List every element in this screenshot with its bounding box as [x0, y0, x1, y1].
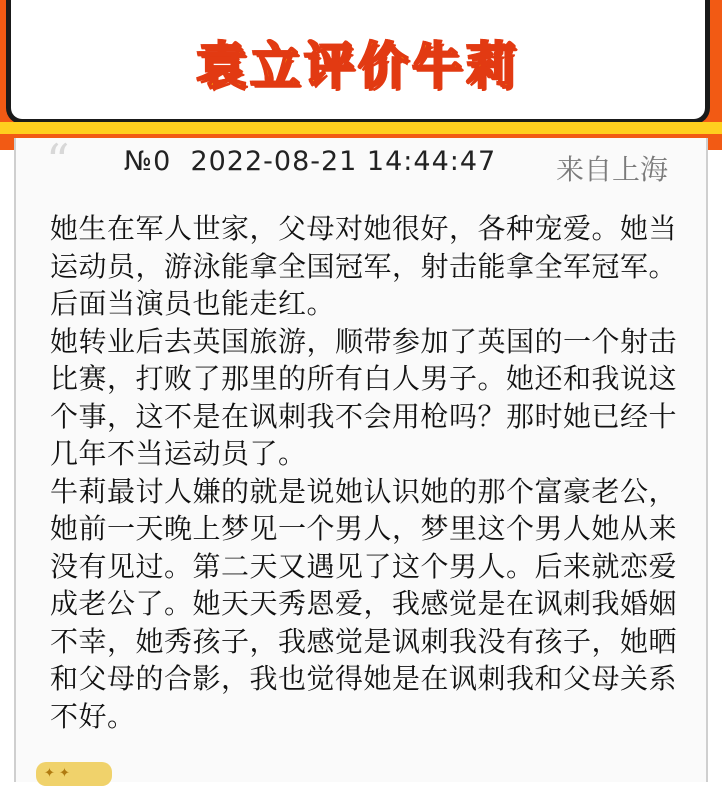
paragraph: 她生在军人世家，父母对她很好，各种宠爱。她当运动员，游泳能拿全国冠军，射击能拿全军冠军。后面当演员也能走红。 — [50, 212, 678, 320]
banner-title: 袁立评价牛莉 — [196, 37, 520, 95]
post-body — [50, 210, 690, 735]
quote-mark-icon: “ — [46, 134, 70, 188]
post-meta — [124, 146, 496, 177]
title-banner — [6, 0, 710, 124]
post-number: №0 — [124, 146, 172, 177]
post-location: 来自上海 — [556, 153, 669, 186]
paragraph: 她转业后去英国旅游，顺带参加了英国的一个射击比赛，打败了那里的所有白人男子。她还和我说这个事，这不是在讽刺我不会用枪吗？那时她已经十几年不当运动员了。 — [50, 324, 678, 470]
post-datetime: 2022-08-21 14:44:47 — [190, 146, 497, 177]
accent-strip — [0, 122, 722, 134]
paragraph: 牛莉最讨人嫌的就是说她认识她的那个富豪老公，她前一天晚上梦见一个男人，梦里这个男人她从来没有见过。第二天又遇见了这个男人。后来就恋爱成老公了。她天天秀恩爱，我感觉是在讽刺我婚姻不幸，她秀孩子，我感觉是讽刺我没有孩子，她晒和父母的合影，我也觉得她是在讽刺我和父母关系不好。 — [50, 474, 678, 733]
sticker-icon: ✦ ✦ — [36, 762, 112, 786]
